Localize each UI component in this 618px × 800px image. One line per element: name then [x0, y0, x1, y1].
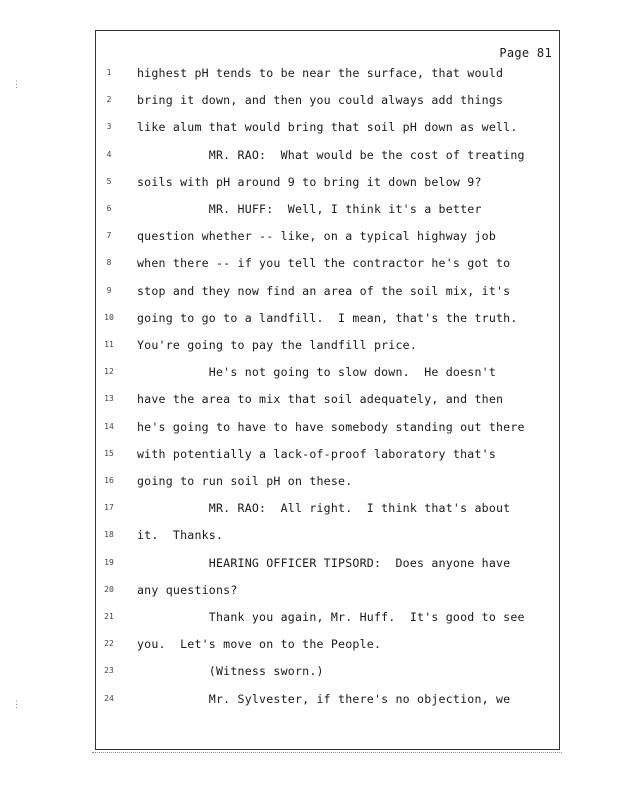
- line-number: 17: [104, 503, 114, 513]
- line-text: HEARING OFFICER TIPSORD: Does anyone have: [137, 555, 511, 570]
- transcript-line: [0, 365, 618, 385]
- line-text: with potentially a lack-of-proof laboratory that's: [137, 446, 497, 461]
- page-number: Page 81: [499, 46, 552, 60]
- line-number: 11: [104, 340, 114, 349]
- margin-tick-top: ⋮: [12, 80, 21, 90]
- line-number: 22: [104, 639, 114, 649]
- line-text: you. Let's move on to the People.: [137, 637, 382, 652]
- line-number: 5: [106, 176, 112, 186]
- line-number: 15: [104, 448, 114, 458]
- transcript-line: [0, 556, 618, 576]
- line-number: 10: [104, 312, 114, 322]
- line-text: highest pH tends to be near the surface, that would: [137, 66, 504, 80]
- transcript-line: [0, 664, 618, 684]
- line-text: he's going to have to have somebody standing out there: [137, 419, 525, 434]
- transcript-line: [0, 120, 618, 140]
- transcript-line: [0, 148, 618, 168]
- line-text: going to go to a landfill. I mean, that's the truth.: [137, 310, 518, 325]
- line-text: question whether -- like, on a typical highway job: [137, 229, 497, 244]
- transcript-line: [0, 338, 618, 358]
- transcript-line: [0, 692, 618, 712]
- transcript-line: [0, 474, 618, 494]
- line-number: 1: [106, 68, 112, 77]
- line-text: like alum that would bring that soil pH down as well.: [137, 120, 518, 135]
- line-number: 4: [106, 149, 112, 159]
- transcript-line: [0, 175, 618, 195]
- line-text: (Witness sworn.): [137, 664, 324, 679]
- line-text: it. Thanks.: [137, 528, 224, 543]
- line-number: 6: [106, 204, 112, 213]
- line-number: 16: [104, 476, 114, 485]
- line-text: Mr. Sylvester, if there's no objection, we: [137, 691, 511, 706]
- line-text: MR. HUFF: Well, I think it's a better: [137, 202, 482, 216]
- line-number: 14: [104, 421, 114, 431]
- line-number: 19: [104, 557, 114, 567]
- line-text: MR. RAO: What would be the cost of treating: [137, 147, 525, 162]
- line-text: any questions?: [137, 582, 238, 597]
- line-number: 23: [104, 666, 114, 676]
- footer-rule: [92, 752, 562, 753]
- transcript-line: [0, 202, 618, 222]
- line-text: have the area to mix that soil adequately, and then: [137, 392, 504, 407]
- line-number: 24: [104, 693, 114, 703]
- line-number: 2: [106, 95, 112, 105]
- line-text: Thank you again, Mr. Huff. It's good to see: [137, 610, 525, 624]
- line-number: 18: [104, 530, 114, 540]
- line-text: soils with pH around 9 to bring it down below 9?: [137, 174, 482, 189]
- transcript-line: [0, 610, 618, 630]
- line-text: bring it down, and then you could always add things: [137, 93, 504, 108]
- line-text: stop and they now find an area of the soil mix, it's: [137, 283, 511, 298]
- line-number: 13: [104, 394, 114, 404]
- line-text: He's not going to slow down. He doesn't: [137, 365, 497, 380]
- transcript-line: [0, 420, 618, 440]
- transcript-line: [0, 284, 618, 304]
- transcript-line: [0, 93, 618, 113]
- transcript-line: [0, 583, 618, 603]
- transcript-line: [0, 528, 618, 548]
- line-number: 7: [106, 231, 112, 241]
- line-text: when there -- if you tell the contractor he's got to: [137, 256, 511, 271]
- line-text: You're going to pay the landfill price.: [137, 338, 418, 352]
- line-text: going to run soil pH on these.: [137, 474, 353, 488]
- line-number: 3: [106, 122, 112, 132]
- line-text: MR. RAO: All right. I think that's about: [137, 501, 511, 516]
- transcript-line: [0, 447, 618, 467]
- transcript-line: [0, 637, 618, 657]
- line-number: 8: [106, 258, 112, 268]
- transcript-line: [0, 392, 618, 412]
- line-number: 21: [104, 612, 114, 621]
- transcript-line: [0, 501, 618, 521]
- transcript-line: [0, 229, 618, 249]
- margin-tick-bottom: ⋮: [12, 700, 21, 710]
- transcript-line: [0, 256, 618, 276]
- line-number: 20: [104, 584, 114, 594]
- transcript-line: [0, 66, 618, 86]
- line-number: 9: [106, 285, 112, 295]
- transcript-line: [0, 311, 618, 331]
- line-number: 12: [104, 367, 114, 377]
